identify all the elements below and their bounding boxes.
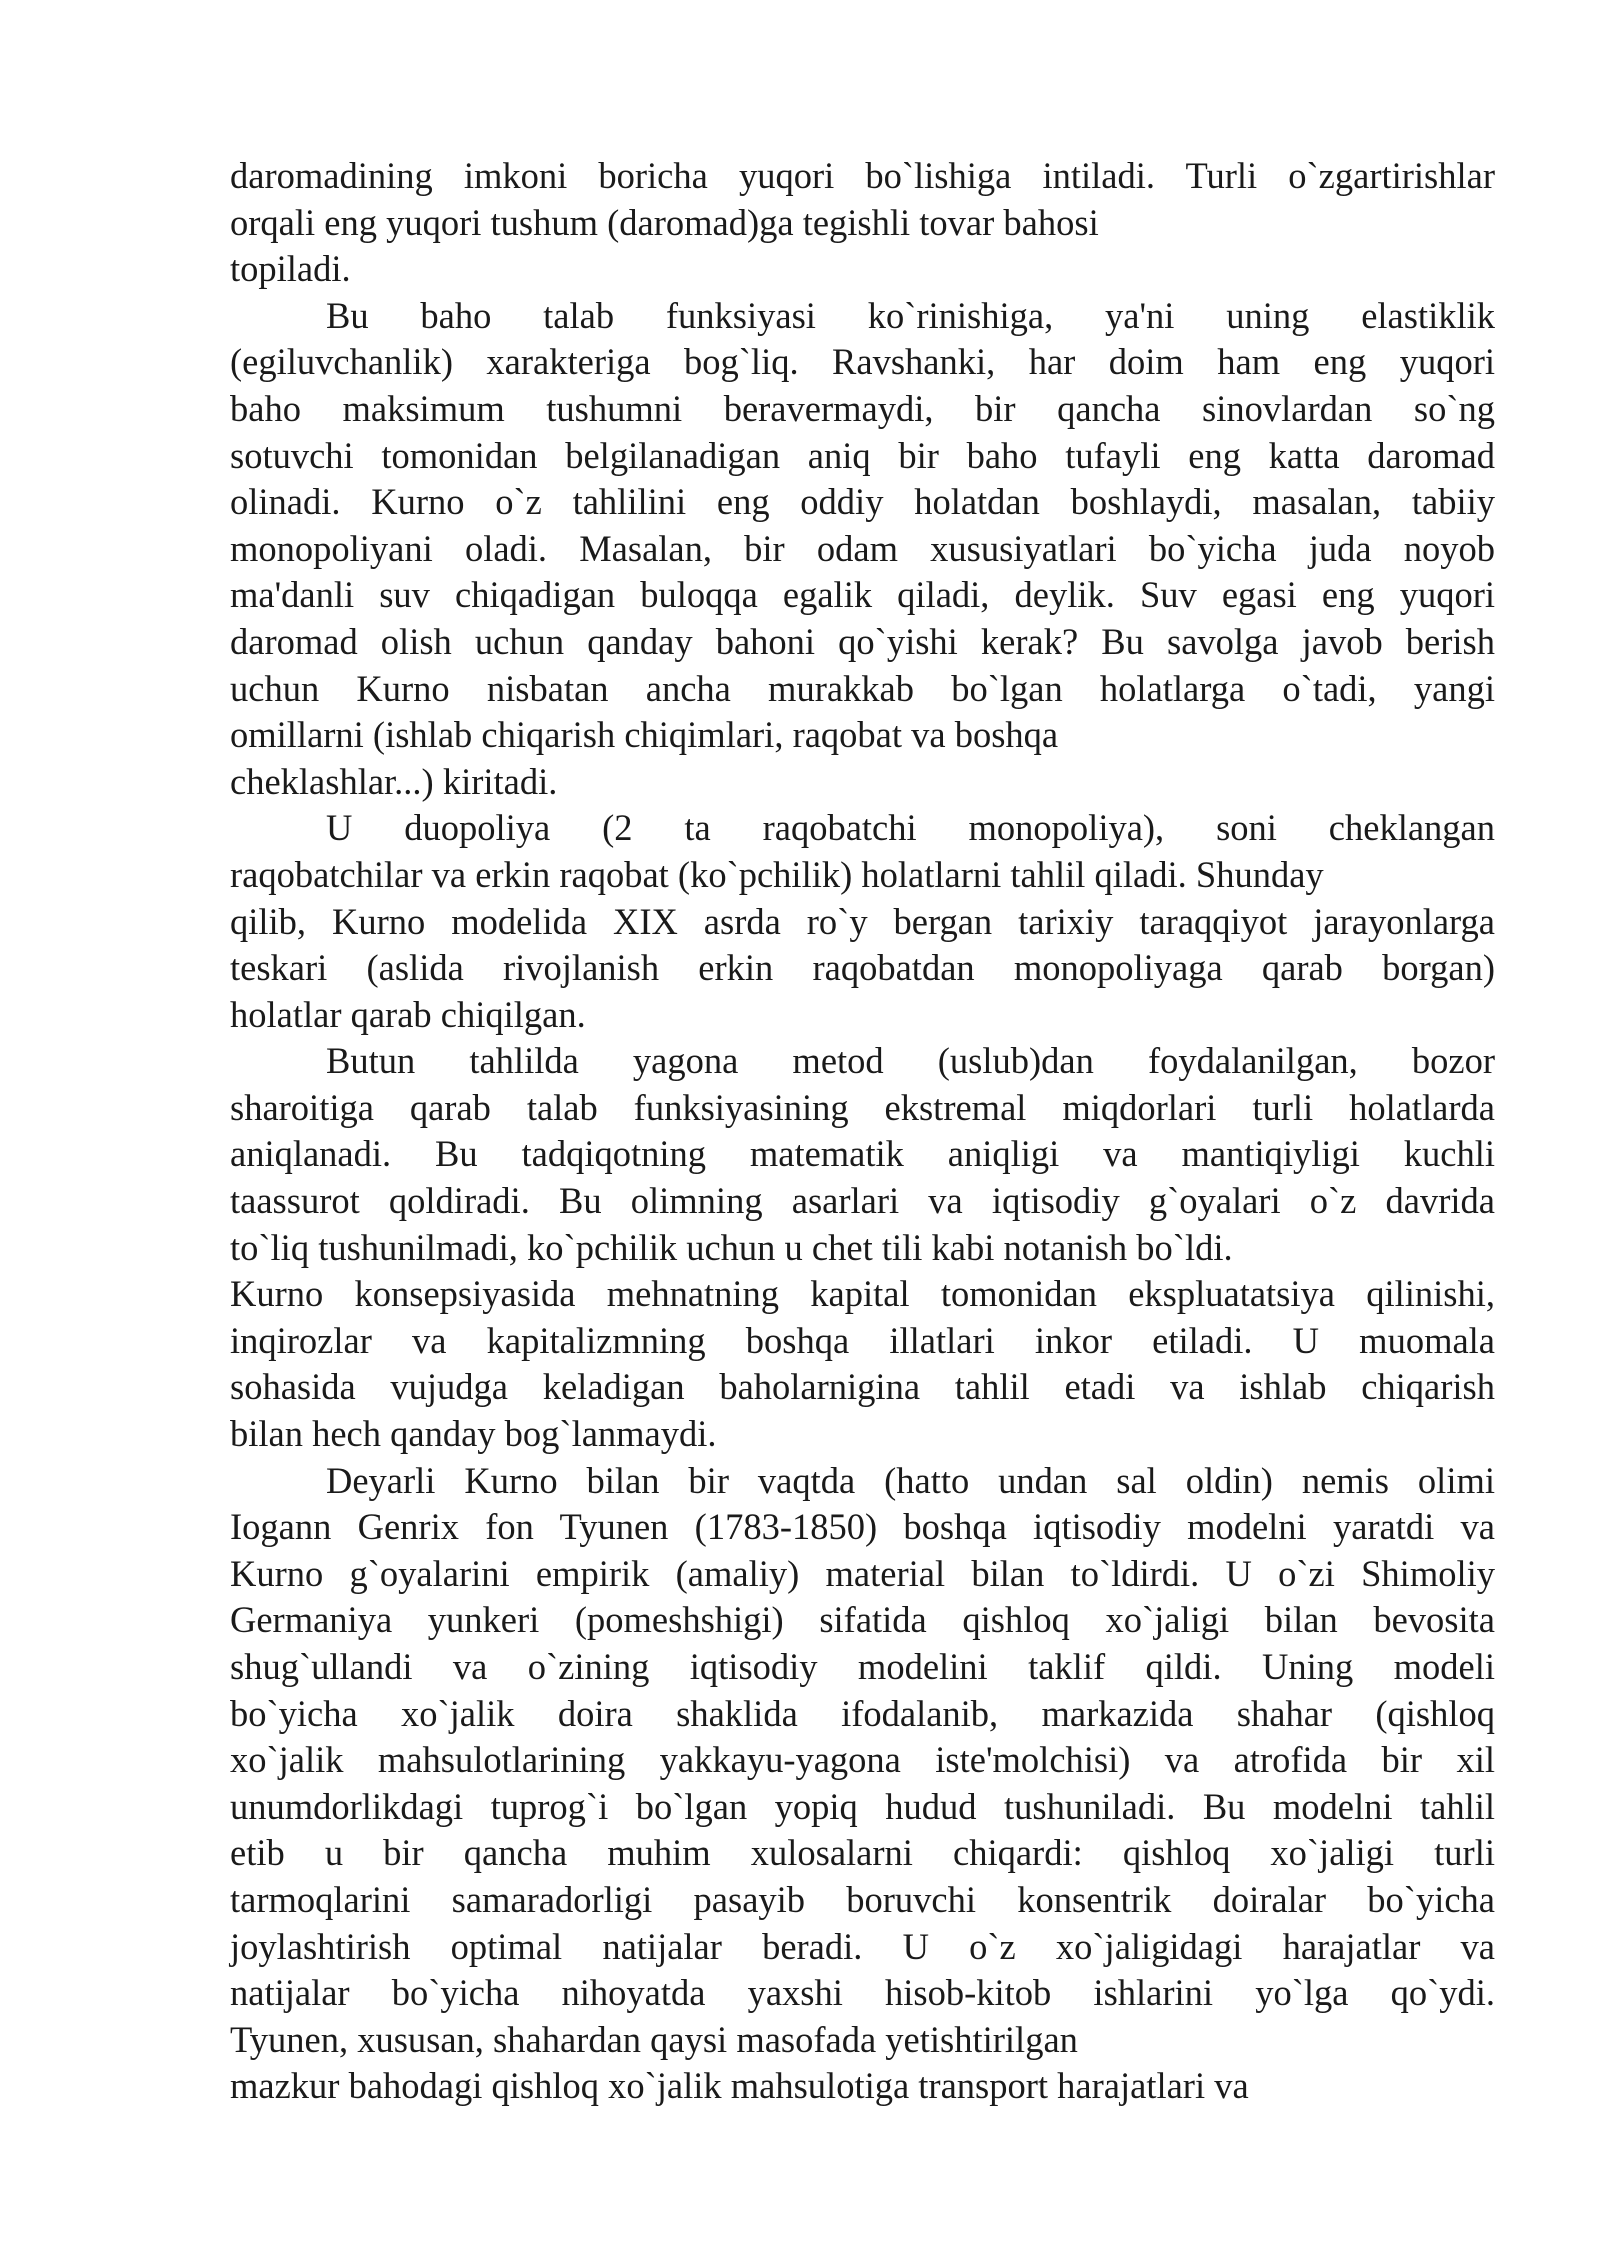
text-line: sotuvchi tomonidan belgilanadigan aniq bir baho tufayli eng katta daromad [230, 434, 1495, 476]
text-line: tarmoqlarini samaradorligi pasayib boruvchi konsentrik doiralar bo`yicha [230, 1878, 1495, 1920]
text-line: sharoitiga qarab talab funksiyasining ekstremal miqdorlari turli holatlarda [230, 1086, 1495, 1128]
text-line: Iogann Genrix fon Tyunen (1783-1850) boshqa iqtisodiy modelni yaratdi va [230, 1506, 1495, 1548]
text-line: inqirozlar va kapitalizmning boshqa illatlari inkor etiladi. U muomala [230, 1319, 1495, 1361]
text-line: shug`ullandi va o`zining iqtisodiy modelini taklif qildi. Uning modeli [230, 1646, 1495, 1687]
text-line: aniqlanadi. Bu tadqiqotning matematik aniqligi va mantiqiyligi kuchli [230, 1133, 1495, 1175]
text-line: bo`yicha xo`jalik doira shaklida ifodalanib, markazida shahar (qishloq [230, 1692, 1495, 1734]
text-line: Tyunen, xususan, shahardan qaysi masofada yetishtirilgan [230, 2018, 1078, 2060]
document-body [230, 153, 1495, 2110]
text-line: olinadi. Kurno o`z tahlilini eng oddiy holatdan boshlaydi, masalan, tabiiy [230, 481, 1495, 523]
text-line: Kurno konsepsiyasida mehnatning kapital tomonidan ekspluatatsiya qilinishi, [230, 1273, 1495, 1315]
text-line: monopoliyani oladi. Masalan, bir odam xususiyatlari bo`yicha juda noyob [230, 527, 1495, 569]
text-line: U duopoliya (2 ta raqobatchi monopoliya), soni cheklangan [326, 807, 1495, 849]
text-line: topiladi. [230, 248, 351, 290]
text-line: Kurno g`oyalarini empirik (amaliy) material bilan to`ldirdi. U o`zi Shimoliy [230, 1552, 1495, 1594]
text-line: baho maksimum tushumni beravermaydi, bir qancha sinovlardan so`ng [230, 387, 1495, 429]
text-line: mazkur bahodagi qishloq xo`jalik mahsulotiga transport harajatlari va [230, 2065, 1249, 2107]
text-line: joylashtirish optimal natijalar beradi. U o`z xo`jaligidagi harajatlar va [230, 1925, 1495, 1967]
text-line: (egiluvchanlik) xarakteriga bog`liq. Ravshanki, har doim ham eng yuqori [230, 341, 1495, 383]
text-line: Germaniya yunkeri (pomeshshigi) sifatida qishloq xo`jaligi bilan bevosita [230, 1599, 1495, 1641]
text-line: xo`jalik mahsulotlarining yakkayu-yagona iste'molchisi) va atrofida bir xil [230, 1739, 1495, 1781]
text-line: unumdorlikdagi tuprog`i bo`lgan yopiq hudud tushuniladi. Bu modelni tahlil [230, 1785, 1495, 1827]
text-line: ma'danli suv chiqadigan buloqqa egalik qiladi, deylik. Suv egasi eng yuqori [230, 574, 1495, 616]
text-line: cheklashlar...) kiritadi. [230, 760, 558, 802]
text-line: daromadining imkoni boricha yuqori bo`lishiga intiladi. Turli o`zgartirishlar [230, 155, 1495, 196]
text-line: raqobatchilar va erkin raqobat (ko`pchilik) holatlarni tahlil qiladi. Shunday [230, 853, 1324, 895]
text-line: natijalar bo`yicha nihoyatda yaxshi hisob-kitob ishlarini yo`lga qo`ydi. [230, 1972, 1495, 2014]
text-line: bilan hech qanday bog`lanmaydi. [230, 1413, 717, 1455]
text-line: holatlar qarab chiqilgan. [230, 993, 586, 1035]
text-line: uchun Kurno nisbatan ancha murakkab bo`lgan holatlarga o`tadi, yangi [230, 667, 1495, 709]
text-line: sohasida vujudga keladigan baholarnigina tahlil etadi va ishlab chiqarish [230, 1366, 1495, 1408]
text-line: daromad olish uchun qanday bahoni qo`yishi kerak? Bu savolga javob berish [230, 620, 1495, 662]
text-line: orqali eng yuqori tushum (daromad)ga tegishli tovar bahosi [230, 201, 1099, 243]
text-line: qilib, Kurno modelida XIX asrda ro`y bergan tarixiy taraqqiyot jarayonlarga [230, 900, 1495, 942]
document-page [230, 153, 1495, 2110]
text-line: omillarni (ishlab chiqarish chiqimlari, raqobat va boshqa [230, 714, 1059, 756]
text-line: to`liq tushunilmadi, ko`pchilik uchun u chet tili kabi notanish bo`ldi. [230, 1226, 1233, 1268]
text-line: Butun tahlilda yagona metod (uslub)dan foydalanilgan, bozor [326, 1040, 1495, 1082]
text-line: Bu baho talab funksiyasi ko`rinishiga, ya'ni uning elastiklik [326, 294, 1495, 336]
text-line: teskari (aslida rivojlanish erkin raqobatdan monopoliyaga qarab borgan) [230, 947, 1495, 989]
text-line: etib u bir qancha muhim xulosalarni chiqardi: qishloq xo`jaligi turli [230, 1832, 1495, 1874]
text-line: Deyarli Kurno bilan bir vaqtda (hatto undan sal oldin) nemis olimi [326, 1459, 1495, 1501]
text-line: taassurot qoldiradi. Bu olimning asarlari va iqtisodiy g`oyalari o`z davrida [230, 1180, 1495, 1222]
